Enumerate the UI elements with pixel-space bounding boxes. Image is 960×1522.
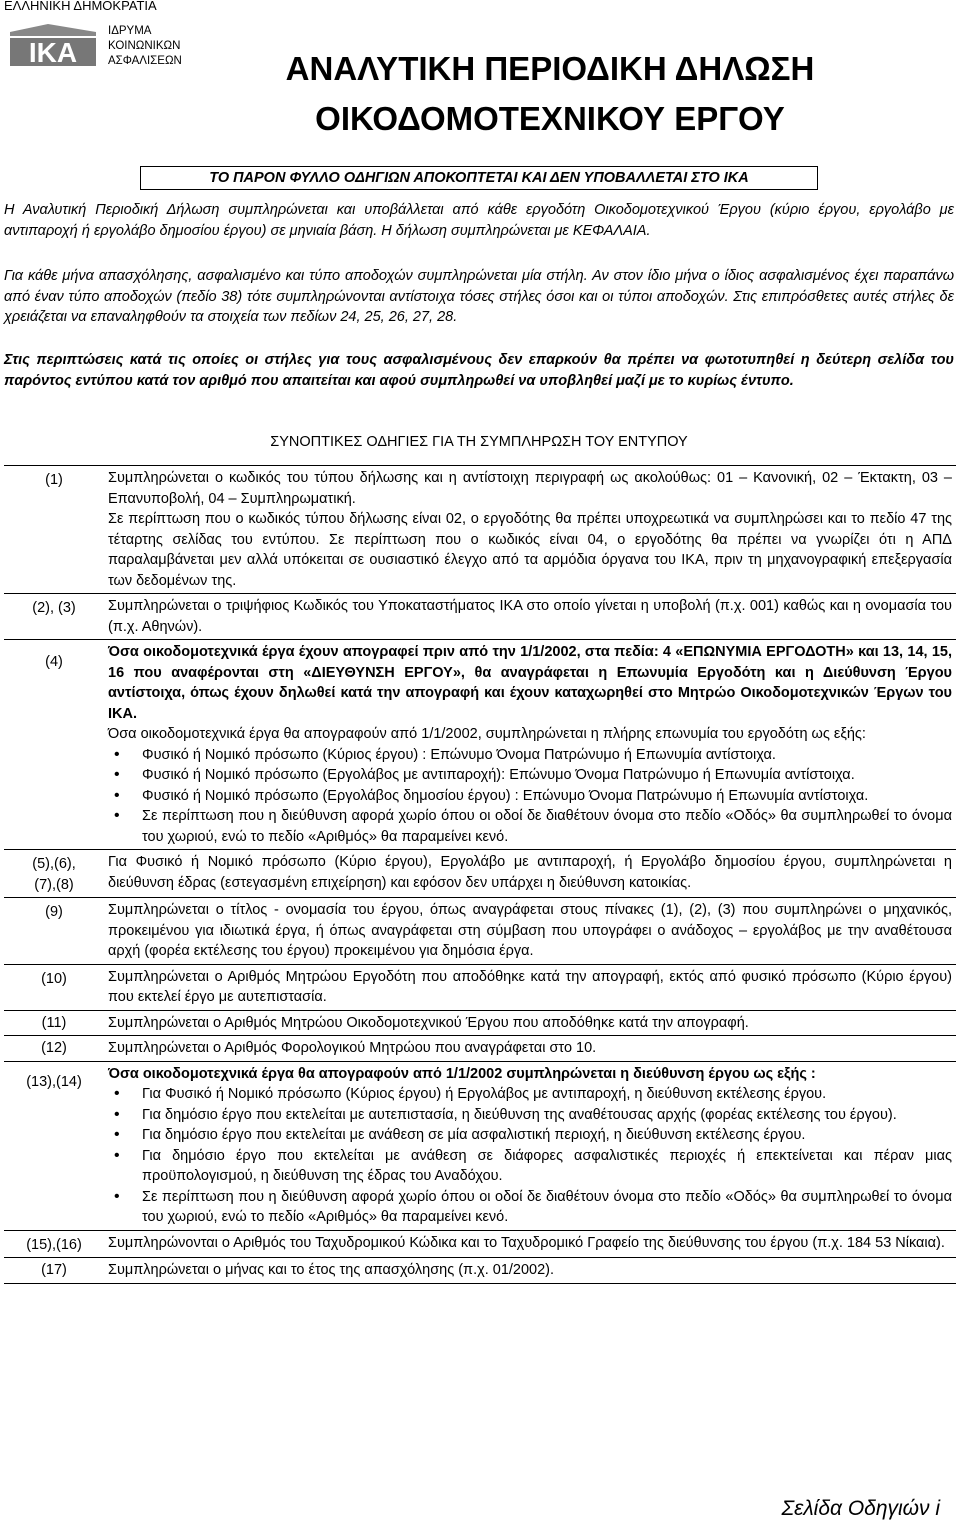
- instructions-table: [4, 465, 956, 1284]
- table-row: [4, 1036, 956, 1062]
- field-instruction: Συμπληρώνονται ο Αριθμός του Ταχυδρομικού Κώδικα και το Ταχυδρομικό Γραφείο της διεύθυνσης του έργου (π.χ. 184 53 Νίκαια).: [106, 1230, 956, 1258]
- field-instruction: Συμπληρώνεται ο Αριθμός Μητρώου Οικοδομοτεχνικού Έργου που αποδόθηκε κατά την απογραφή.: [106, 1010, 956, 1036]
- field-instruction: Συμπληρώνεται ο μήνας και το έτος της απασχόλησης (π.χ. 01/2002).: [106, 1258, 956, 1284]
- ika-logo: [8, 22, 98, 68]
- table-row: [4, 1230, 956, 1258]
- field-number: (13),(14): [4, 1061, 106, 1230]
- field-instruction: Όσα οικοδομοτεχνικά έργα έχουν απογραφεί πριν από την 1/1/2002, στα πεδία: 4 «ΕΠΩΝΥΜΙΑ ΕΡΓΟΔΟΤΗ» και 13, 14, 15, 16 που αναφέρονται στη «ΔΙΕΥΘΥΝΣΗ ΕΡΓΟΥ», θα αναγράφεται η Επωνυμία Εργοδότη και η Διεύθυνση Έργου αντίστοιχα, όπως έχουν δηλωθεί κατά την απογραφή και έχουν καταχωρηθεί στο Μητρώο Οικοδομοτεχνικών Έργων του ΙΚΑ. Όσα οικοδομοτεχνικά έργα θα απογραφούν από 1/1/2002, συμπληρώνεται η πλήρης επωνυμία του εργοδότη ως εξής: • Φυσικό ή Νομικό πρόσωπο (Κύριος έργου) : Επώνυμο Όνομα Πατρώνυμο ή Επωνυμία αντίστοιχα. • Φυσικό ή Νομικό πρόσωπο (Εργολάβος με αντιπαροχή): Επώνυμο Όνομα Πατρώνυμο ή Επωνυμία αντίστοιχα. • Φυσικό ή Νομικό πρόσωπο (Εργολάβος δημοσίου έργου) : Επώνυμο Όνομα Πατρώνυμο ή Επωνυμία αντίστοιχα. • Σε περίπτωση που η διεύθυνση αφορά χωρίο όπου οι οδοί δε διαθέτουν όνομα στο πεδίο «Οδός» θα συμπληρωθεί το όνομα του χωριού, ενώ το πεδίο «Αριθμός» θα παραμείνει κενό.: [106, 640, 956, 850]
- table-row: [4, 850, 956, 898]
- list-item: • Σε περίπτωση που η διεύθυνση αφορά χωρίο όπου οι οδοί δε διαθέτουν όνομα στο πεδίο «Οδός» θα συμπληρωθεί το όνομα του χωριού, ενώ το πεδίο «Αριθμός» θα παραμείνει κενό.: [142, 806, 952, 847]
- list-item: • Φυσικό ή Νομικό πρόσωπο (Κύριος έργου) : Επώνυμο Όνομα Πατρώνυμο ή Επωνυμία αντίστοιχα.: [142, 745, 952, 766]
- table-row: [4, 466, 956, 594]
- list-item: • Για δημόσιο έργο που εκτελείται με ανάθεση σε διάφορες ασφαλιστικές περιοχές ή επεκτείνεται και πέραν μιας προϋπολογισμού, η διεύθυνση της έδρας του Αναδόχου.: [142, 1146, 952, 1187]
- table-row: [4, 964, 956, 1010]
- field-number: (10): [4, 964, 106, 1010]
- list-item: • Σε περίπτωση που η διεύθυνση αφορά χωρίο όπου οι οδοί δε διαθέτουν όνομα στο πεδίο «Οδός» θα συμπληρωθεί το όνομα του χωριού, ενώ το πεδίο «Αριθμός» θα παραμείνει κενό.: [142, 1187, 952, 1228]
- field-number: (15),(16): [4, 1230, 106, 1258]
- field-instruction: Για Φυσικό ή Νομικό πρόσωπο (Κύριο έργου), Εργολάβο με αντιπαροχή, ή Εργολάβο δημοσίου έργου, συμπληρώνεται η διεύθυνση έδρας (εστεγασμένη επιχείρηση) και εφόσον δεν υπάρχει η διεύθυνση κατοικίας.: [106, 850, 956, 898]
- field-instruction: Όσα οικοδομοτεχνικά έργα θα απογραφούν από 1/1/2002 συμπληρώνεται η διεύθυνση έργου ως εξής : • Για Φυσικό ή Νομικό πρόσωπο (Κύριος έργου) ή Εργολάβος με αντιπαροχή, η διεύθυνση εκτέλεσης έργου. • Για δημόσιο έργο που εκτελείται με αυτεπιστασία, η διεύθυνση της αναθέτουσας αρχής (φορέας εκτέλεσης του έργου). • Για δημόσιο έργο που εκτελείται με ανάθεση σε μία ασφαλιστική περιοχή, η διεύθυνση εκτέλεσης έργου. • Για δημόσιο έργο που εκτελείται με ανάθεση σε διάφορες ασφαλιστικές περιοχές ή επεκτείνεται και πέραν μιας προϋπολογισμού, η διεύθυνση της έδρας του Αναδόχου. • Σε περίπτωση που η διεύθυνση αφορά χωρίο όπου οι οδοί δε διαθέτουν όνομα στο πεδίο «Οδός» θα συμπληρωθεί το όνομα του χωριού, ενώ το πεδίο «Αριθμός» θα παραμείνει κενό.: [106, 1061, 956, 1230]
- list-item: • Για δημόσιο έργο που εκτελείται με αυτεπιστασία, η διεύθυνση της αναθέτουσας αρχής (φορέας εκτέλεσης του έργου).: [142, 1105, 952, 1126]
- instructions-heading: ΣΥΝΟΠΤΙΚΕΣ ΟΔΗΓΙΕΣ ΓΙΑ ΤΗ ΣΥΜΠΛΗΡΩΣΗ ΤΟΥ ΕΝΤΥΠΟΥ: [270, 434, 688, 450]
- bullet-list: [108, 1084, 952, 1228]
- field-instruction: Συμπληρώνεται ο κωδικός του τύπου δήλωσης και η αντίστοιχη περιγραφή ως ακολούθως: 01 – Κανονική, 02 – Έκτακτη, 03 – Επανυποβολή, 04 – Συμπληρωματική. Σε περίπτωση που ο κωδικός τύπου δήλωσης είναι 02, ο εργοδότης θα πρέπει υποχρεωτικά να συμπληρώσει και το πεδίο 47 της τέταρτης σελίδας του εντύπου. Σε περίπτωση που ο κωδικός είναι 04, ο εργοδότης θα πρέπει να γνωρίζει ότι η ΑΠΔ παραλαμβάνεται μεν αλλά υπόκειται σε ουσιαστικό έλεγχο από τα αρμόδια όργανα του ΙΚΑ, πριν τη μηχανογραφική επεξεργασία των δεδομένων της.: [106, 466, 956, 594]
- list-item: • Για Φυσικό ή Νομικό πρόσωπο (Κύριος έργου) ή Εργολάβος με αντιπαροχή, η διεύθυνση εκτέλεσης έργου.: [142, 1084, 952, 1105]
- field-number: (9): [4, 898, 106, 965]
- table-row: [4, 1010, 956, 1036]
- org-name: ΙΔΡΥΜΑ ΚΟΙΝΩΝΙΚΩΝ ΑΣΦΑΛΙΣΕΩΝ: [108, 25, 182, 67]
- field-instruction: Συμπληρώνεται ο Αριθμός Φορολογικού Μητρώου που αναγράφεται στο 10.: [106, 1036, 956, 1062]
- field-instruction: Συμπληρώνεται ο τίτλος - ονομασία του έργου, όπως αναγράφεται στους πίνακες (1), (2), (3) που συμπληρώνει ο μηχανικός, προκειμένου για ιδιωτικά έργα, ή όπως αναγράφεται στη σύμβαση που υπογράφει ο ανάδοχος – εργολάβος με την αναθέτουσα αρχή (φορέα εκτέλεσης του έργου) προκειμένου για δημόσια έργα.: [106, 898, 956, 965]
- table-row: [4, 640, 956, 850]
- document-subtitle: ΟΙΚΟΔΟΜΟΤΕΧΝΙΚΟΥ ΕΡΓΟΥ: [315, 100, 785, 137]
- list-item: • Φυσικό ή Νομικό πρόσωπο (Εργολάβος δημοσίου έργου) : Επώνυμο Όνομα Πατρώνυμο ή Επωνυμία αντίστοιχα.: [142, 786, 952, 807]
- field-number: (17): [4, 1258, 106, 1284]
- notice-box: ΤΟ ΠΑΡΟΝ ΦΥΛΛΟ ΟΔΗΓΙΩΝ ΑΠΟΚΟΠΤΕΤΑΙ ΚΑΙ ΔΕΝ ΥΠΟΒΑΛΛΕΤΑΙ ΣΤΟ ΙΚΑ: [140, 166, 818, 190]
- field-number: (4): [4, 640, 106, 850]
- intro-paragraph-3: Στις περιπτώσεις κατά τις οποίες οι στήλες για τους ασφαλισμένους δεν επαρκούν θα πρέπει να φωτοτυπηθεί η δεύτερη σελίδα του παρόντος εντύπου κατά τον αριθμό που απαιτείται και αφού συμπληρωθεί να υποβληθεί μαζί με το κυρίως έντυπο.: [4, 352, 954, 389]
- field-instruction: Συμπληρώνεται ο Αριθμός Μητρώου Εργοδότη που αποδόθηκε κατά την απογραφή, εκτός από φυσικό πρόσωπο (Κύριο έργου) που εκτελεί έργο με αυτεπιστασία.: [106, 964, 956, 1010]
- document-title: ΑΝΑΛΥΤΙΚΗ ΠΕΡΙΟΔΙΚΗ ΔΗΛΩΣΗ: [285, 50, 815, 87]
- intro-paragraph-2: Για κάθε μήνα απασχόλησης, ασφαλισμένο και τύπο αποδοχών συμπληρώνεται μία στήλη. Αν στον ίδιο μήνα ο ίδιος ασφαλισμένος έχει παραπάνω από έναν τύπο αποδοχών (πεδίο 38) τότε συμπληρώνονται αντίστοιχα τόσες στήλες όσοι και οι τύποι αποδοχών. Στις επιπρόσθετες αυτές στήλες δε χρειάζεται να επαναληφθούν τα στοιχεία των πεδίων 24, 25, 26, 27, 28.: [4, 268, 954, 325]
- bullet-list: [108, 745, 952, 848]
- field-number: (12): [4, 1036, 106, 1062]
- field-number: (11): [4, 1010, 106, 1036]
- table-row: [4, 594, 956, 640]
- country-label: ΕΛΛΗΝΙΚΗ ΔΗΜΟΚΡΑΤΙΑ: [4, 0, 157, 13]
- field-number: (1): [4, 466, 106, 594]
- field-number: (2), (3): [4, 594, 106, 640]
- svg-text:ΙΚΑ: ΙΚΑ: [28, 37, 78, 68]
- intro-paragraph-1: Η Αναλυτική Περιοδική Δήλωση συμπληρώνεται και υποβάλλεται από κάθε εργοδότη Οικοδομοτεχνικού Έργου (κύριο έργου, εργολάβο με αντιπαροχή ή εργολάβο δημοσίου έργου) σε μηνιαία βάση. Η δήλωση συμπληρώνεται με ΚΕΦΑΛΑΙΑ.: [4, 202, 954, 239]
- table-row: [4, 1061, 956, 1230]
- field-number: (5),(6), (7),(8): [4, 850, 106, 898]
- field-instruction: Συμπληρώνεται ο τριψήφιος Κωδικός του Υποκαταστήματος ΙΚΑ στο οποίο γίνεται η υποβολή (π.χ. 001) καθώς και η ονομασία του (π.χ. Αθηνών).: [106, 594, 956, 640]
- list-item: • Φυσικό ή Νομικό πρόσωπο (Εργολάβος με αντιπαροχή): Επώνυμο Όνομα Πατρώνυμο ή Επωνυμία αντίστοιχα.: [142, 765, 952, 786]
- list-item: • Για δημόσιο έργο που εκτελείται με ανάθεση σε μία ασφαλιστική περιοχή, η διεύθυνση εκτέλεσης έργου.: [142, 1125, 952, 1146]
- table-row: [4, 1258, 956, 1284]
- table-row: [4, 898, 956, 965]
- page-footer: Σελίδα Οδηγιών i: [781, 1497, 940, 1520]
